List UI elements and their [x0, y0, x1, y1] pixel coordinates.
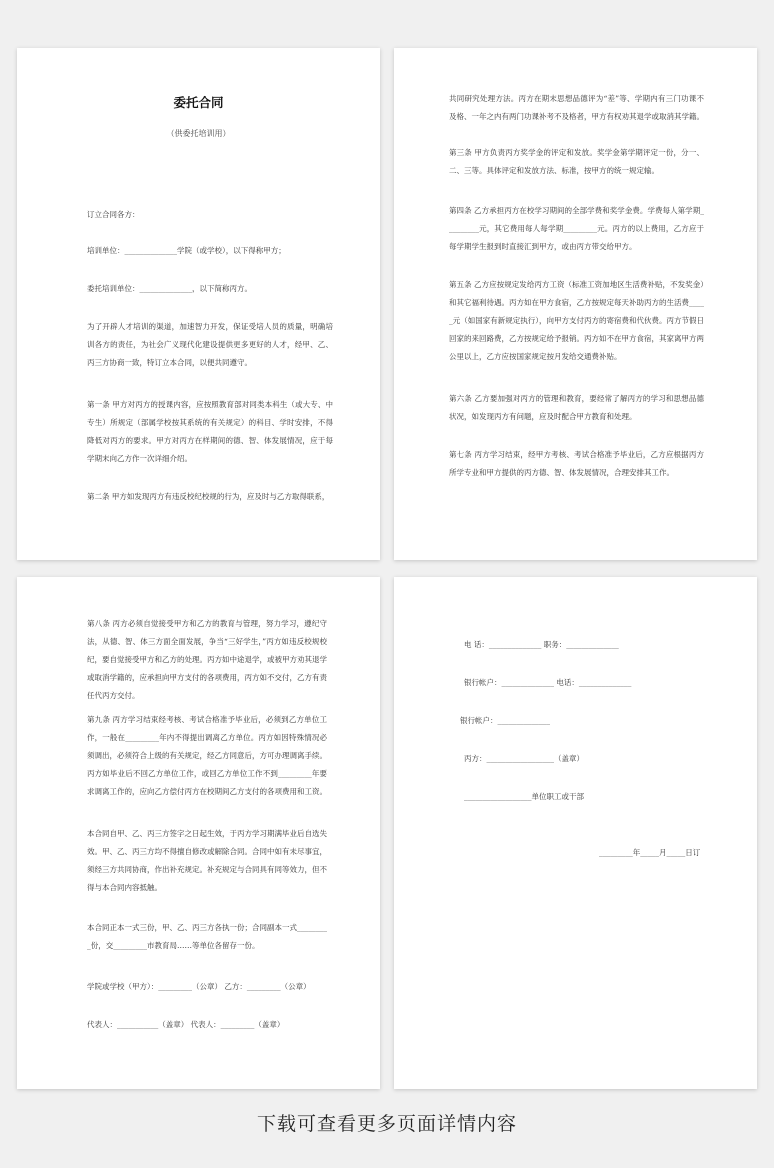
download-hint[interactable]: 下载可查看更多页面详情内容 — [256, 1113, 517, 1135]
paragraph-copies: 本合同正本一式三份，甲、乙、丙三方各执一份；合同副本一式_________份，交_________市教育局……等单位各留存一份。 — [87, 923, 327, 950]
signature-line-schools: 学院或学校（甲方）：_________（公章） 乙方：_________（公章） — [87, 982, 311, 991]
document-page-4 — [394, 577, 757, 1089]
paragraph-article-4: 第四条 乙方承担丙方在校学习期间的全部学费和奖学金费。学费每人第学期_________元，其它费用每人每学期_________元。丙方的以上费用，乙方应于每学期学生报到时直接汇到甲方，或由丙方带交给甲方。 — [449, 206, 704, 251]
paragraph-article-3: 第三条 甲方负责丙方奖学金的评定和发放。奖学金第学期评定一份，分一、二、三等。具体评定和发放方法、标准，按甲方的统一规定输。 — [449, 148, 704, 175]
document-page-1 — [17, 48, 380, 560]
paragraph-article-5: 第五条 乙方应按规定发给丙方工资（标准工资加地区生活费补贴，不发奖金）和其它福利待遇。丙方如在甲方食宿，乙方按规定每天补助丙方的生活费_____元（如国家有新规定执行），向甲方支付丙方的寄宿费和代伙费。丙方节假日回家的来回路费，乙方按规定给予报销。丙方如不在甲方食宿，其家离甲方两公里以上，乙方应按国家规定按月发给交通费补贴。 — [449, 280, 704, 361]
signature-line-representatives: 代表人：___________（盖章） 代表人：_________（盖章） — [87, 1020, 285, 1029]
paragraph-article-9: 第九条 丙方学习结束经考核、考试合格准予毕业后，必须到乙方单位工作，一般在_________年内不得提出调离乙方单位。丙方如因特殊情况必须调出，必须符合上级的有关规定，经乙方同意后，方可办理调离手续。丙方如毕业后不回乙方单位工作，或回乙方单位工作不到_________年要求调离工作的，应向乙方偿付丙方在校期间乙方支付的各项费用和工资。 — [87, 715, 327, 796]
paragraph-preamble: 为了开辟人才培训的渠道，加速智力开发，保证受培人员的质量，明确培训各方的责任，为社会广义现代化建设提供更多更好的人才，经甲、乙、丙三方协商一致，特订立本合同，以便共同遵守。 — [87, 322, 333, 367]
signature-line-phone-position: 电 话：______________ 职务：______________ — [464, 640, 619, 649]
paragraph-parties: 订立合同各方： — [87, 210, 140, 219]
document-page-2 — [394, 48, 757, 560]
signature-line-bank-phone: 银行帐户：______________ 电话：______________ — [464, 678, 632, 687]
document-title: 委托合同 — [173, 95, 224, 110]
paragraph-article-6: 第六条 乙方要加强对丙方的管理和教育，要经常了解丙方的学习和思想品德状况，如发现丙方有问题，应及时配合甲方教育和处理。 — [449, 394, 704, 421]
paragraph-article-8: 第八条 丙方必须自觉接受甲方和乙方的教育与管理，努力学习，遵纪守法，从德、智、体三方面全面发展，争当“三好学生，”丙方如违反校规校纪，要自觉接受甲方和乙方的处理。丙方如中途退学，或被甲方劝其退学或取消学籍的，应承担向甲方支付的各项费用，丙方如不交付，乙方有责任代丙方交付。 — [87, 619, 327, 700]
signature-line-party-c: 丙方：__________________（盖章） — [464, 754, 584, 763]
signature-line-bank-account: 银行帐户：______________ — [460, 716, 550, 725]
paragraph-article-7: 第七条 丙方学习结束，经甲方考核、考试合格准予毕业后，乙方应根据丙方所学专业和甲方提供的丙方德、智、体发展情况，合理安排其工作。 — [449, 450, 704, 477]
document-subtitle: （供委托培训用） — [166, 129, 231, 138]
paragraph-article-2: 第二条 甲方如发现丙方有违反校纪校规的行为，应及时与乙方取得联系， — [87, 492, 330, 501]
paragraph-party-a: 培训单位：______________学院（或学校），以下得称甲方； — [87, 246, 286, 255]
signature-date: _________年_____月_____日订 — [599, 848, 701, 857]
paragraph-validity: 本合同自甲、乙、丙三方签字之日起生效，于丙方学习期满毕业后自选失效。甲、乙、丙三方均不得擅自修改或解除合同。合同中如有未尽事宜，须经三方共同协商，作出补充规定。补充规定与合同具有同等效力，但不得与本合同内容抵触。 — [87, 829, 327, 892]
paragraph-article-1: 第一条 甲方对丙方的授课内容，应按照教育部对同类本科生（或大专、中专生）所规定（部属学校按其系统的有关规定）的科目、学时安排，不得降低对丙方的要求。甲方对丙方在样期间的德、智、体发展情况，应于每学期末向乙方作一次详细介绍。 — [87, 400, 333, 463]
document-page-3 — [17, 577, 380, 1089]
signature-line-employee: __________________单位职工或干部 — [464, 792, 584, 801]
paragraph-party-c: 委托培训单位：______________，以下简称丙方。 — [87, 284, 252, 293]
paragraph-article-2-cont: 共同研究处理方法。丙方在期末思想品德评为“差”等、学期内有三门功课不及格、一年之内有两门功课补考不及格者，甲方有权劝其退学或取消其学籍。 — [449, 94, 704, 121]
